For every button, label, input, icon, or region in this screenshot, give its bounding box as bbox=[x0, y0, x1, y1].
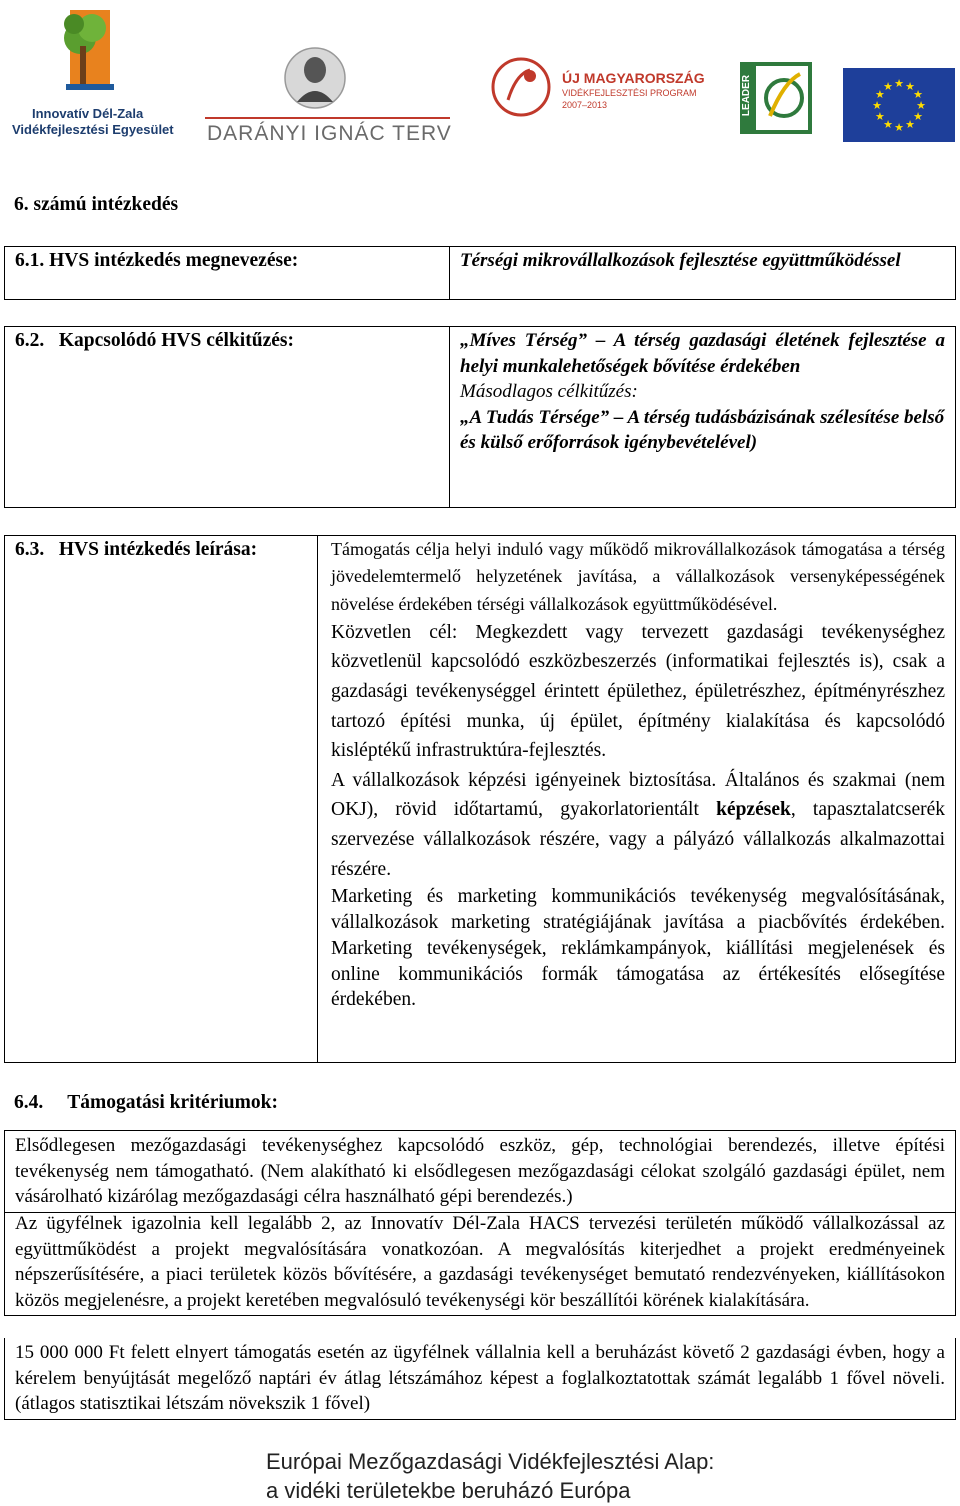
footer-line2: a vidéki területekbe beruházó Európa bbox=[266, 1478, 631, 1503]
logo-strip bbox=[0, 0, 960, 150]
description-paragraph-3-bold: képzések bbox=[716, 799, 791, 821]
eu-star-icon: ★ bbox=[913, 111, 923, 123]
eu-star-icon: ★ bbox=[894, 78, 904, 90]
section-6-1-row bbox=[4, 246, 956, 300]
description-paragraph-3 bbox=[331, 766, 945, 884]
section-6-3-label: 6.3. HVS intézkedés leírása: bbox=[15, 539, 258, 560]
innovativ-del-zala-logo bbox=[12, 2, 174, 142]
eu-flag-logo bbox=[843, 68, 955, 142]
description-paragraph-3-end: , tapasztalatcserék szervezése vállalkozások részére, vagy a pályázó vállalkozás alkalmazottai részére. bbox=[331, 799, 945, 880]
section-6-3-label-cell bbox=[5, 536, 318, 1063]
uj-magyarorszag-line2: VIDÉKFEJLESZTÉSI PROGRAM bbox=[562, 88, 697, 98]
eu-star-icon: ★ bbox=[872, 100, 882, 112]
eu-star-icon: ★ bbox=[905, 119, 915, 132]
eu-star-icon: ★ bbox=[894, 122, 904, 134]
eu-star-icon: ★ bbox=[875, 111, 885, 123]
daranyi-text: DARÁNYI IGNÁC TERV bbox=[207, 122, 452, 145]
section-6-2-row bbox=[4, 326, 956, 508]
criterion-1: Elsődlegesen mezőgazdasági tevékenységhez kapcsolódó eszköz, gép, technológiai berendezés, illetve építési tevékenység nem támogatható. (Nem alakítható ki elsődlegesen mezőgazdasági célokat szolgáló gazdasági épület, nem vásárolható kizárólag mezőgazdasági célra használható gépi berendezés.) bbox=[4, 1130, 956, 1213]
section-6-2-secondary-label: Másodlagos célkitűzés: bbox=[460, 381, 638, 402]
leader-logo bbox=[740, 62, 812, 134]
uj-magyarorszag-line1: ÚJ MAGYARORSZÁG bbox=[562, 70, 705, 86]
eu-star-icon: ★ bbox=[883, 80, 893, 93]
section-6-1-value: Térségi mikrovállalkozások fejlesztése együttműködéssel bbox=[460, 250, 901, 271]
tree-logo-icon bbox=[12, 2, 162, 102]
section-6-2-secondary-goal: „A Tudás Térsége” – A térség tudásbázisának szélesítése belső és külső erőforrások igénybevételével) bbox=[460, 406, 945, 453]
section-6-3-row bbox=[4, 535, 956, 1063]
eu-star-icon: ★ bbox=[913, 89, 923, 101]
section-6-1-label: 6.1. HVS intézkedés megnevezése: bbox=[15, 250, 299, 271]
innovativ-line1: Innovatív Dél-Zala bbox=[32, 106, 144, 121]
section-6-1-value-cell bbox=[450, 247, 956, 300]
uj-magyarorszag-emblem-icon bbox=[490, 56, 552, 118]
section-6-2-main-goal: „Míves Térség” – A térség gazdasági életének fejlesztése a helyi munkalehetőségek bővítése érdekében bbox=[460, 330, 945, 377]
description-paragraph-2: Közvetlen cél: Megkezdett vagy tervezett gazdasági tevékenységhez közvetlenül kapcsolódó eszközbeszerzés (informatikai fejlesztés is), csak a gazdasági tevékenységgel érintett épülethez, épületrészhez, építményrészhez tartozó építési munka, új épület, építmény kialakítása és kapcsolódó kisléptékű infrastruktúra-fejlesztés. bbox=[331, 621, 945, 762]
measure-heading: 6. számú intézkedés bbox=[14, 194, 179, 215]
section-6-3-description-cell bbox=[318, 536, 956, 1063]
description-paragraph-4: Marketing és marketing kommunikációs tevékenység megvalósításának, vállalkozások marketing stratégiájának javítása a piacbővítés érdekében. Marketing tevékenységek, reklámkampányok, kiállítási megjelenések és online kommunikációs formák támogatása az értékesítés elősegítése érdekében. bbox=[331, 886, 945, 1011]
criterion-2: Az ügyfélnek igazolnia kell legalább 2, az Innovatív Dél-Zala HACS tervezési területén működő vállalkozással az együttműködést a projekt megvalósítására vonatkozóan. A megvalósítás kiterjedhet a projekt eredményeinek népszerűsítésére, a piaci területek közös bővítésére, a gazdasági tevékenységet bemutató rendezvényeken, kiállításokon közös megjelenésre, a projekt keretében megvalósuló tevékenységi kör beszállítói körének kialakítására. bbox=[4, 1209, 956, 1316]
innovativ-line2: Vidékfejlesztési Egyesület bbox=[12, 122, 174, 137]
section-6-4-title: 6.4. Támogatási kritériumok: bbox=[14, 1092, 278, 1113]
section-6-1-label-cell bbox=[5, 247, 450, 300]
leader-text: LEADER bbox=[741, 74, 753, 117]
description-paragraph-1: Támogatás célja helyi induló vagy működő mikrovállalkozások támogatása a térség jövedelemtermelő helyzetének javítása, a vállalkozások versenyképességének növelése érdekében térségi vállalkozások együttműködésével. bbox=[331, 539, 945, 614]
footer-line1: Európai Mezőgazdasági Vidékfejlesztési Alap: bbox=[266, 1449, 715, 1474]
section-6-2-value-cell bbox=[450, 327, 956, 508]
eu-star-icon: ★ bbox=[875, 89, 885, 101]
section-6-2-label-cell bbox=[5, 327, 450, 508]
daranyi-ignac-terv-logo bbox=[205, 40, 450, 150]
eu-flag-icon bbox=[843, 68, 955, 142]
eu-star-icon: ★ bbox=[883, 119, 893, 132]
section-6-2-label: 6.2. Kapcsolódó HVS célkitűzés: bbox=[15, 330, 294, 351]
uj-magyarorszag-logo bbox=[490, 56, 705, 126]
footer bbox=[266, 1447, 714, 1505]
uj-magyarorszag-line3: 2007–2013 bbox=[562, 100, 608, 110]
eu-star-icon: ★ bbox=[916, 100, 926, 112]
eu-star-icon: ★ bbox=[905, 80, 915, 93]
description-paragraph-3-start: A vállalkozások képzési igényeinek biztosítása. Általános és szakmai (nem OKJ), rövid időtartamú, gyakorlatorientált bbox=[331, 769, 945, 821]
criterion-3: 15 000 000 Ft felett elnyert támogatás esetén az ügyfélnek vállalnia kell a beruházást követő 2 gazdasági évben, hogy a kérelem benyújtását megelőző naptári év átlag létszámához képest a foglalkoztatottak számát legalább 1 fővel növeli. (átlagos statisztikai létszám növekszik 1 fővel) bbox=[4, 1338, 956, 1420]
